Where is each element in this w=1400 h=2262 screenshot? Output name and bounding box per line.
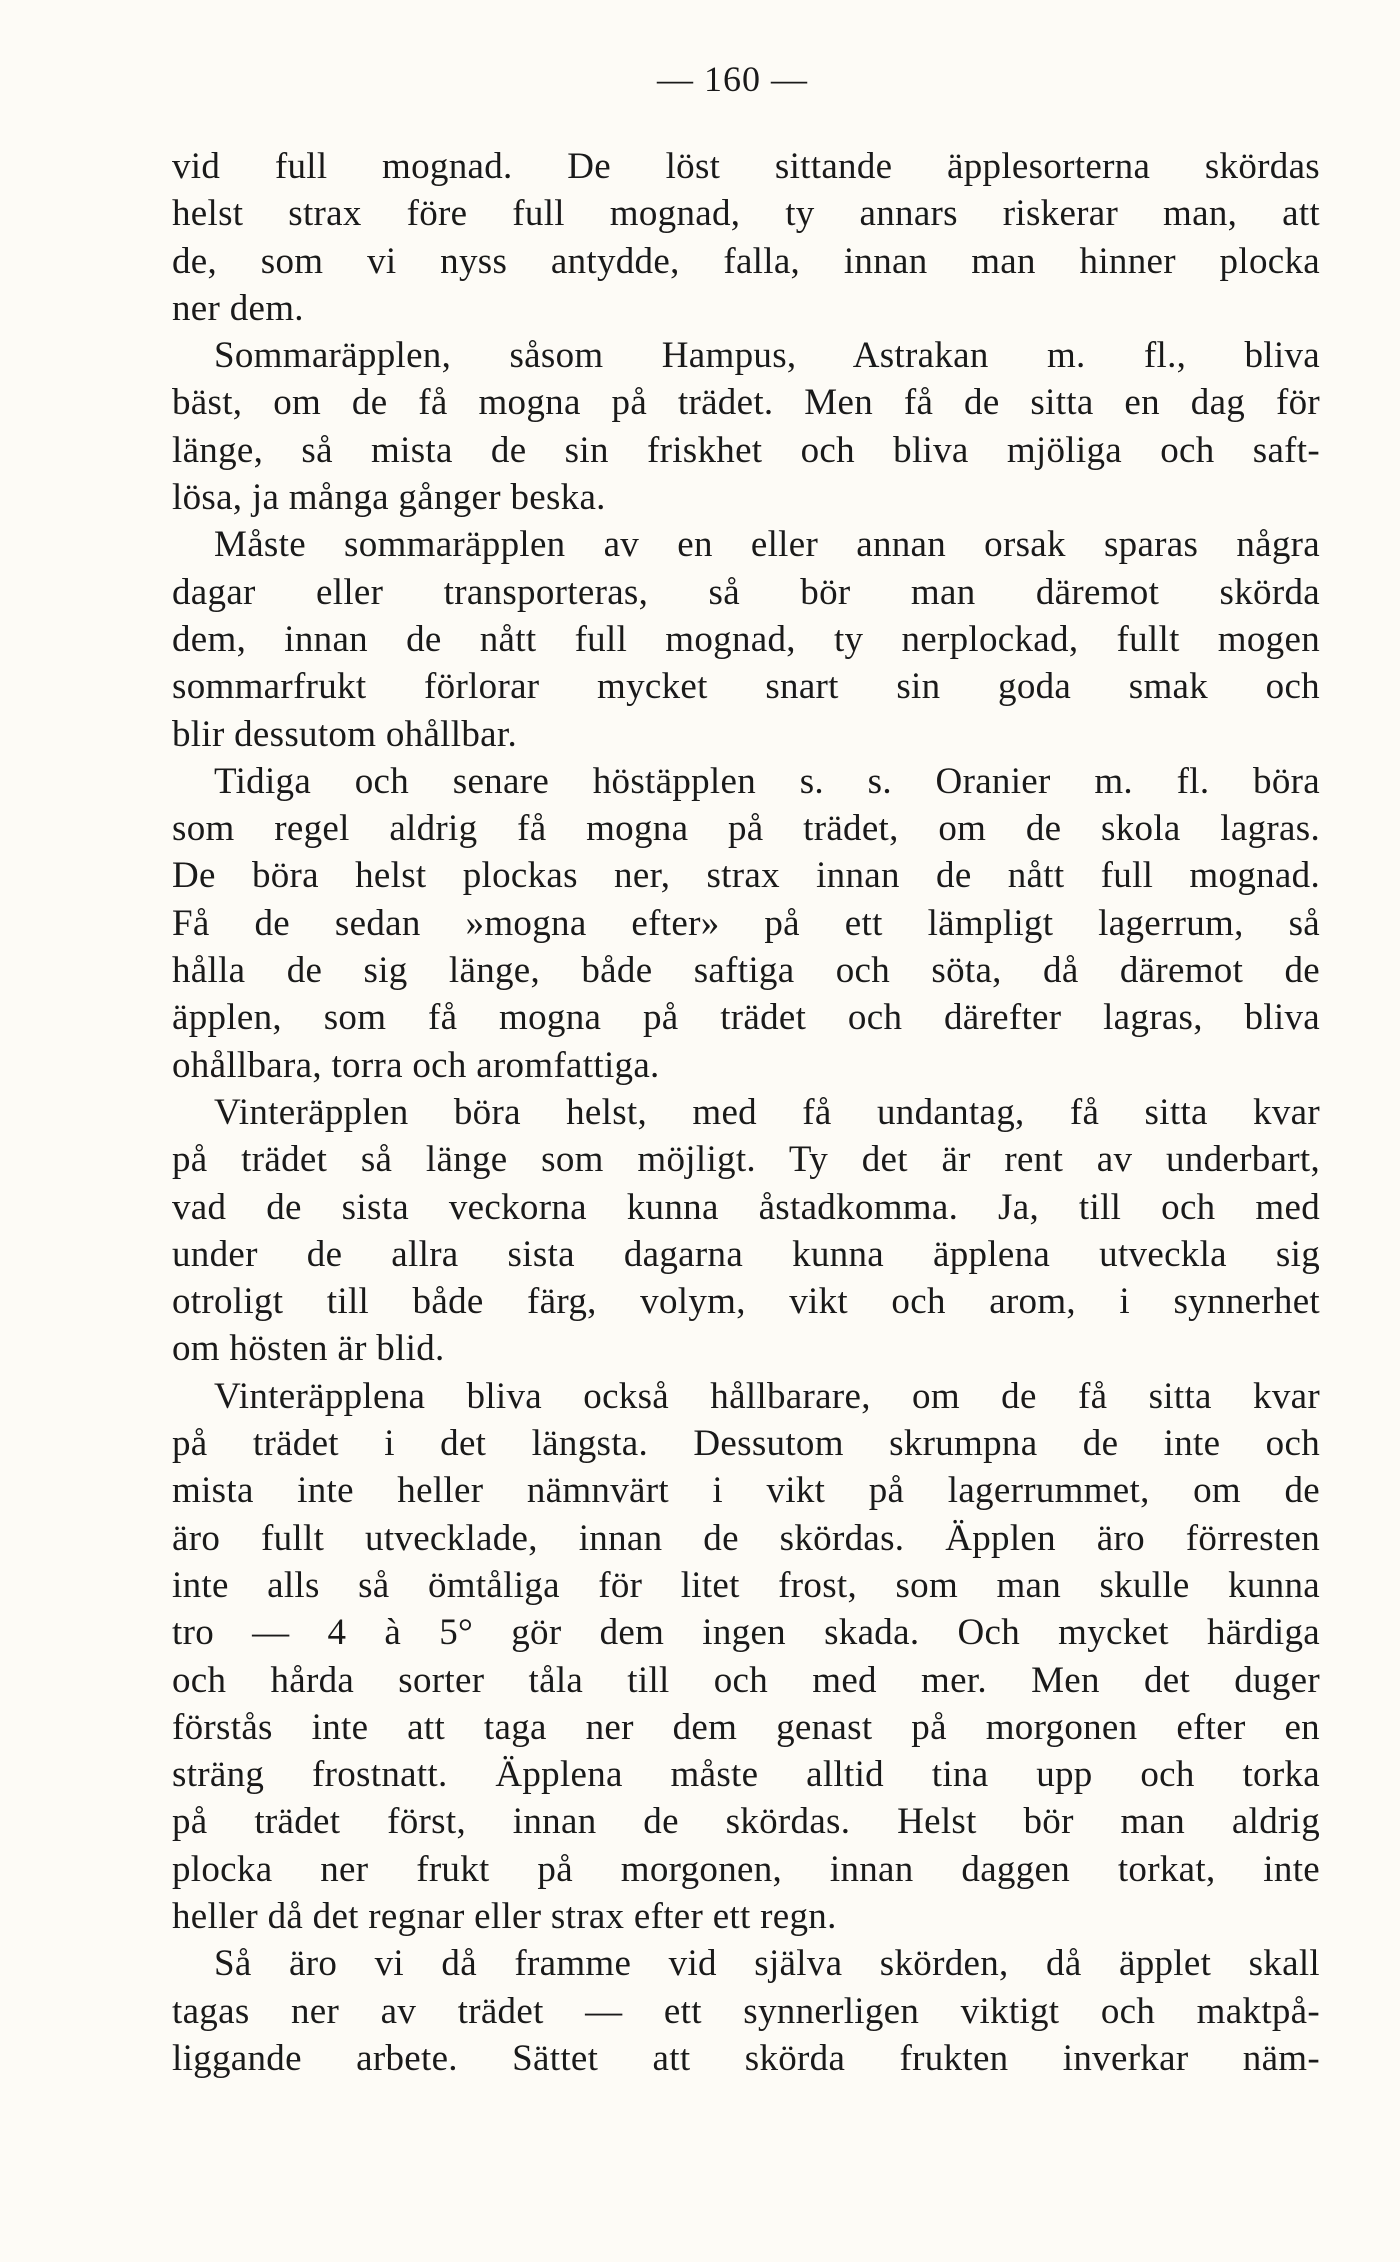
text-line: liggande arbete. Sättet att skörda frukten inverkar näm- [172,2037,1320,2079]
text-line: mista inte heller nämnvärt i vikt på lagerrummet, om de [172,1470,1320,1512]
text-line: blir dessutom ohållbar. [172,713,517,755]
text-line: tagas ner av trädet — ett synnerligen viktigt och maktpå- [172,1990,1320,2032]
text-line: De böra helst plockas ner, strax innan de nått full mognad. [172,855,1320,897]
text-line: äpplen, som få mogna på trädet och därefter lagras, bliva [172,997,1320,1039]
text-line: Få de sedan »mogna efter» på ett lämpligt lagerrum, så [172,902,1320,944]
text-line: om hösten är blid. [172,1328,445,1370]
body-text [172,143,1320,2082]
text-line: på trädet först, innan de skördas. Helst bör man aldrig [172,1801,1320,1843]
text-line: inte alls så ömtåliga för litet frost, som man skulle kunna [172,1564,1320,1606]
text-line: Måste sommaräpplen av en eller annan orsak sparas några [214,524,1320,566]
text-line: otroligt till både färg, volym, vikt och arom, i synnerhet [172,1281,1320,1323]
text-line: vid full mognad. De löst sittande äpplesorterna skördas [172,146,1320,187]
text-line: sommarfrukt förlorar mycket snart sin goda smak och [172,666,1320,708]
text-line: Så äro vi då framme vid själva skörden, då äpplet skall [214,1943,1320,1985]
text-line: dagar eller transporteras, så bör man däremot skörda [172,571,1320,613]
text-line: Vinteräpplena bliva också hållbarare, om de få sitta kvar [214,1375,1320,1417]
text-line: förstås inte att taga ner dem genast på morgonen efter en [172,1706,1320,1748]
page-number: — 160 — [657,59,808,99]
text-line: dem, innan de nått full mognad, ty nerplockad, fullt mogen [172,618,1320,660]
text-line: ner dem. [172,287,304,329]
text-line: Sommaräpplen, såsom Hampus, Astrakan m. fl., bliva [214,335,1320,377]
text-line: som regel aldrig få mogna på trädet, om de skola lagras. [172,808,1320,850]
text-line: hålla de sig länge, både saftiga och söta, då däremot de [172,950,1320,992]
text-line: helst strax före full mognad, ty annars riskerar man, att [172,193,1320,235]
text-line: de, som vi nyss antydde, falla, innan man hinner plocka [172,240,1320,282]
text-line: vad de sista veckorna kunna åstadkomma. Ja, till och med [172,1186,1320,1228]
text-line: under de allra sista dagarna kunna äpplena utveckla sig [172,1233,1320,1275]
text-line: ohållbara, torra och aromfattiga. [172,1044,660,1086]
text-line: lösa, ja många gånger beska. [172,477,606,519]
text-line: på trädet i det längsta. Dessutom skrumpna de inte och [172,1423,1320,1465]
text-line: äro fullt utvecklade, innan de skördas. Äpplen äro förresten [172,1517,1320,1559]
text-line: och hårda sorter tåla till och med mer. Men det duger [172,1659,1320,1701]
text-line: heller då det regnar eller strax efter ett regn. [172,1895,837,1937]
text-line: på trädet så länge som möjligt. Ty det är rent av underbart, [172,1139,1320,1181]
text-line: Vinteräpplen böra helst, med få undantag, få sitta kvar [214,1091,1320,1133]
text-line: sträng frostnatt. Äpplena måste alltid tina upp och torka [172,1754,1320,1796]
text-line: Tidiga och senare höstäpplen s. s. Oranier m. fl. böra [214,760,1320,802]
text-line: länge, så mista de sin friskhet och bliva mjöliga och saft- [172,429,1320,471]
text-line: bäst, om de få mogna på trädet. Men få de sitta en dag för [172,382,1320,424]
text-line: tro — 4 à 5° gör dem ingen skada. Och mycket härdiga [172,1612,1320,1654]
text-line: plocka ner frukt på morgonen, innan daggen torkat, inte [172,1848,1320,1890]
